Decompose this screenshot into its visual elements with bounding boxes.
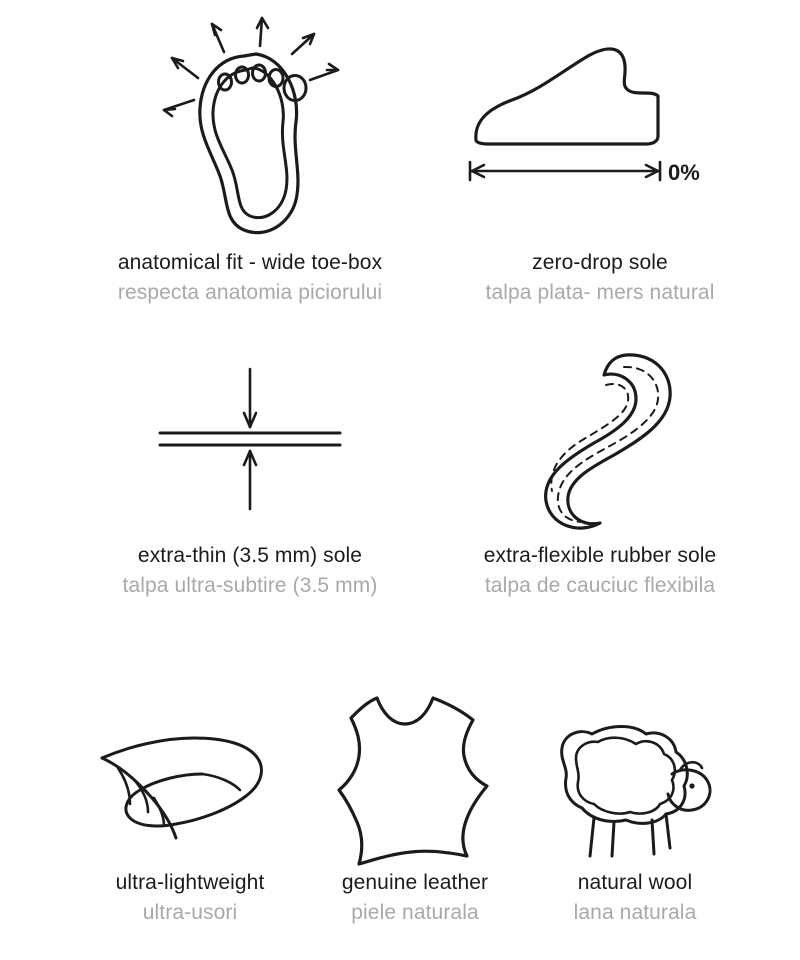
feature-extra-flexible-sole: [400, 345, 800, 600]
feature-label-en: ultra-lightweight: [115, 871, 265, 894]
feature-label-ro: ultra-usori: [142, 901, 238, 925]
feature-label-en: extra-flexible rubber sole: [483, 544, 717, 567]
feature-label-en: natural wool: [577, 871, 693, 894]
feature-label-en: anatomical fit - wide toe-box: [117, 251, 383, 274]
leather-hide-icon: [335, 690, 495, 870]
feature-label-en: genuine leather: [341, 871, 489, 894]
feature-label-ro: talpa de cauciuc flexibila: [484, 574, 716, 598]
feature-label-ro: piele naturala: [351, 901, 479, 925]
feature-label-en: zero-drop sole: [532, 251, 668, 274]
feather-icon: [90, 690, 290, 870]
feature-anatomical-fit: [50, 8, 450, 307]
feature-label-ro: respecta anatomia piciorului: [117, 281, 383, 305]
feature-zero-drop: [400, 8, 800, 307]
feature-label-en: extra-thin (3.5 mm) sole: [137, 544, 363, 567]
feature-natural-wool: [500, 690, 770, 927]
feature-label-ro: talpa plata- mers natural: [485, 281, 715, 305]
feature-label-ro: talpa ultra-subtire (3.5 mm): [122, 574, 378, 598]
zero-drop-percent-label: 0%: [668, 160, 700, 185]
feature-label-ro: lana naturala: [573, 901, 697, 925]
shoe-side-profile-flat-sole-icon: [460, 8, 740, 244]
twisted-flexible-sole-icon: [500, 345, 700, 535]
thin-sole-thickness-arrows-icon: [140, 345, 360, 535]
sheep-icon: [540, 690, 730, 870]
feature-extra-thin-sole: [50, 345, 450, 600]
barefoot-toes-spread-icon: [120, 8, 380, 244]
